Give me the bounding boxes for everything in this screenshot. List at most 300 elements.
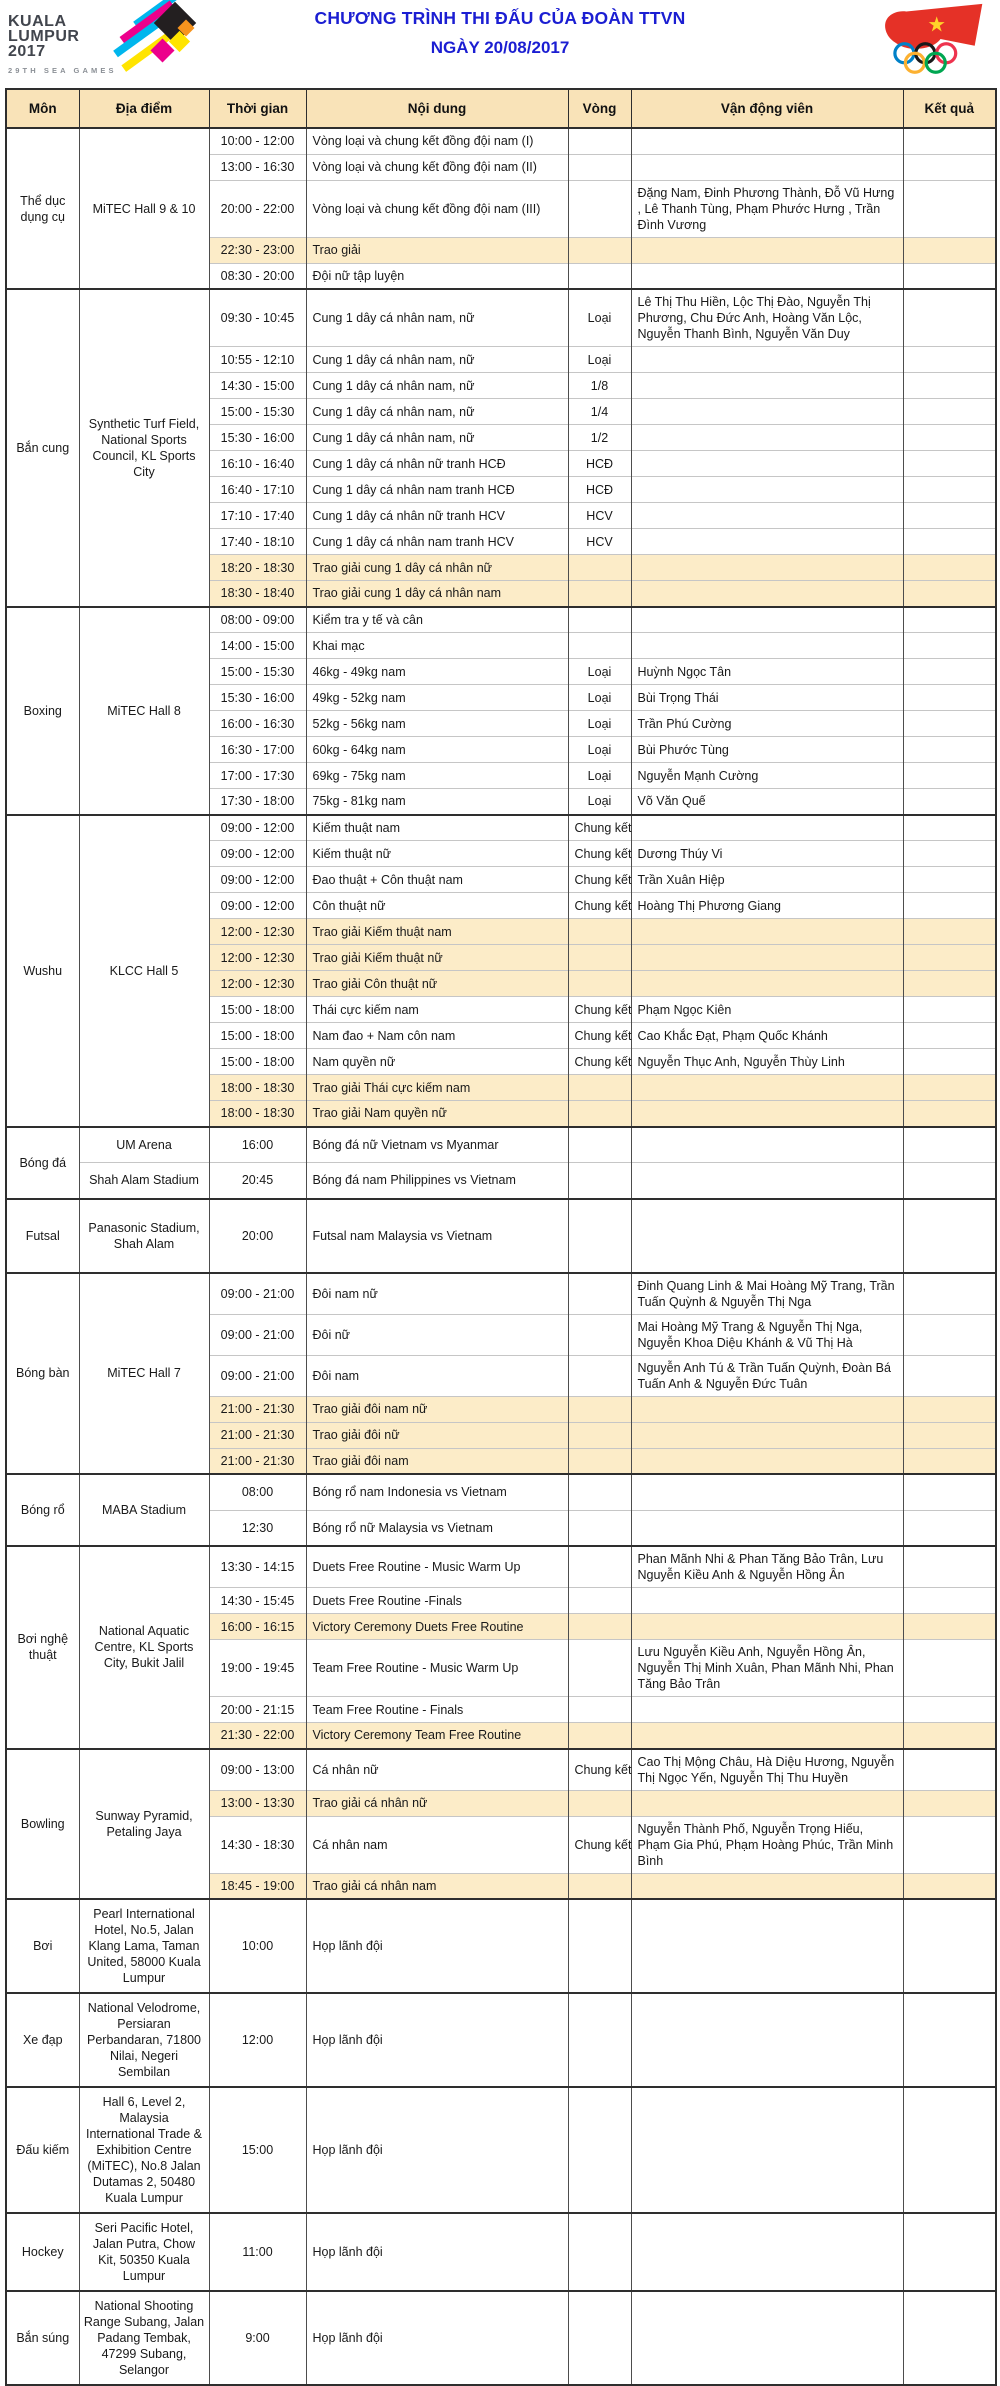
athletes-cell	[631, 919, 903, 945]
event-cell: Team Free Routine - Music Warm Up	[306, 1640, 568, 1697]
athletes-cell	[631, 1075, 903, 1101]
time-cell: 12:00 - 12:30	[209, 919, 306, 945]
round-cell: HCV	[568, 529, 631, 555]
round-cell: 1/8	[568, 373, 631, 399]
event-cell: Trao giải cá nhân nữ	[306, 1790, 568, 1816]
round-cell	[568, 633, 631, 659]
column-header-dia-diem: Địa điểm	[79, 89, 209, 128]
event-cell: Cung 1 dây cá nhân nữ tranh HCĐ	[306, 451, 568, 477]
round-cell	[568, 1640, 631, 1697]
round-cell	[568, 1273, 631, 1315]
event-cell: Team Free Routine - Finals	[306, 1697, 568, 1723]
event-cell: Nam quyền nữ	[306, 1049, 568, 1075]
athletes-cell	[631, 1448, 903, 1474]
athletes-cell	[631, 555, 903, 581]
event-cell: Họp lãnh đội	[306, 2213, 568, 2291]
athletes-cell: Phan Mãnh Nhi & Phan Tăng Bảo Trân, Lưu Nguyễn Kiều Anh & Nguyễn Hồng Ân	[631, 1546, 903, 1588]
result-cell	[903, 1510, 996, 1546]
athletes-cell	[631, 581, 903, 607]
time-cell: 09:00 - 12:00	[209, 867, 306, 893]
athletes-cell	[631, 1474, 903, 1510]
event-cell: Kiếm thuật nữ	[306, 841, 568, 867]
time-cell: 15:00 - 15:30	[209, 659, 306, 685]
column-header-vong: Vòng	[568, 89, 631, 128]
result-cell	[903, 289, 996, 347]
athletes-cell	[631, 1396, 903, 1422]
time-cell: 18:45 - 19:00	[209, 1873, 306, 1899]
event-cell: Trao giải đôi nam nữ	[306, 1396, 568, 1422]
event-cell: Cung 1 dây cá nhân nam, nữ	[306, 373, 568, 399]
athletes-cell: Cao Khắc Đạt, Phạm Quốc Khánh	[631, 1023, 903, 1049]
round-cell	[568, 1474, 631, 1510]
time-cell: 09:00 - 21:00	[209, 1314, 306, 1355]
event-cell: Đội nữ tập luyện	[306, 263, 568, 289]
result-cell	[903, 685, 996, 711]
schedule-row	[6, 289, 996, 347]
result-cell	[903, 2291, 996, 2385]
section-7	[6, 1474, 996, 1546]
time-cell: 16:30 - 17:00	[209, 737, 306, 763]
time-cell: 12:30	[209, 1510, 306, 1546]
result-cell	[903, 1899, 996, 1993]
event-cell: Côn thuật nữ	[306, 893, 568, 919]
result-cell	[903, 1546, 996, 1588]
schedule-row	[6, 1474, 996, 1510]
sport-cell: Bóng rổ	[6, 1474, 79, 1546]
result-cell	[903, 919, 996, 945]
athletes-cell	[631, 1510, 903, 1546]
result-cell	[903, 1101, 996, 1127]
event-cell: Vòng loại và chung kết đồng đội nam (I)	[306, 128, 568, 154]
sport-cell: Wushu	[6, 815, 79, 1127]
result-cell	[903, 1816, 996, 1873]
time-cell: 18:00 - 18:30	[209, 1101, 306, 1127]
event-cell: Trao giải cá nhân nam	[306, 1873, 568, 1899]
round-cell: Loại	[568, 711, 631, 737]
result-cell	[903, 399, 996, 425]
time-cell: 16:40 - 17:10	[209, 477, 306, 503]
column-header-mon: Môn	[6, 89, 79, 128]
result-cell	[903, 1422, 996, 1448]
event-cell: 69kg - 75kg nam	[306, 763, 568, 789]
round-cell	[568, 1075, 631, 1101]
event-cell: Đôi nam nữ	[306, 1273, 568, 1315]
schedule-main	[0, 88, 1000, 2386]
time-cell: 17:30 - 18:00	[209, 789, 306, 815]
result-cell	[903, 659, 996, 685]
athletes-cell: Nguyễn Thục Anh, Nguyễn Thùy Linh	[631, 1049, 903, 1075]
athletes-cell	[631, 1697, 903, 1723]
time-cell: 09:00 - 21:00	[209, 1273, 306, 1315]
venue-cell: Shah Alam Stadium	[79, 1163, 209, 1199]
round-cell: 1/4	[568, 399, 631, 425]
event-cell: Họp lãnh đội	[306, 1899, 568, 1993]
round-cell	[568, 555, 631, 581]
column-header-van-dong-vien: Vận động viên	[631, 89, 903, 128]
athletes-cell	[631, 945, 903, 971]
schedule-row	[6, 1899, 996, 1993]
kl2017-burst-icon	[110, 2, 196, 70]
time-cell: 19:00 - 19:45	[209, 1640, 306, 1697]
athletes-cell	[631, 607, 903, 633]
event-cell: Duets Free Routine - Music Warm Up	[306, 1546, 568, 1588]
round-cell: 1/2	[568, 425, 631, 451]
athletes-cell: Dương Thúy Vi	[631, 841, 903, 867]
time-cell: 12:00 - 12:30	[209, 945, 306, 971]
result-cell	[903, 1049, 996, 1075]
athletes-cell: Hoàng Thị Phương Giang	[631, 893, 903, 919]
time-cell: 16:00 - 16:15	[209, 1614, 306, 1640]
athletes-cell: Cao Thị Mộng Châu, Hà Diệu Hương, Nguyễn Thị Ngọc Yến, Nguyễn Thị Thu Huyền	[631, 1749, 903, 1791]
round-cell: Loại	[568, 737, 631, 763]
venue-cell: National Aquatic Centre, KL Sports City, Bukit Jalil	[79, 1546, 209, 1749]
venue-cell: Seri Pacific Hotel, Jalan Putra, Chow Kit, 50350 Kuala Lumpur	[79, 2213, 209, 2291]
athletes-cell	[631, 373, 903, 399]
vietnam-flag-olympic-rings-icon	[874, 2, 988, 78]
athletes-cell	[631, 971, 903, 997]
round-cell	[568, 1993, 631, 2087]
time-cell: 21:00 - 21:30	[209, 1448, 306, 1474]
round-cell: Chung kết	[568, 867, 631, 893]
time-cell: 17:00 - 17:30	[209, 763, 306, 789]
time-cell: 13:30 - 14:15	[209, 1546, 306, 1588]
event-cell: Thái cực kiếm nam	[306, 997, 568, 1023]
kl2017-sea-games-logo	[8, 2, 218, 82]
sport-cell: Thể dục dụng cụ	[6, 128, 79, 289]
page-date: NGÀY 20/08/2017	[430, 38, 570, 57]
round-cell: Chung kết	[568, 841, 631, 867]
athletes-cell	[631, 1790, 903, 1816]
schedule-row	[6, 128, 996, 154]
event-cell: Cung 1 dây cá nhân nam, nữ	[306, 425, 568, 451]
time-cell: 20:00 - 22:00	[209, 180, 306, 237]
time-cell: 13:00 - 13:30	[209, 1790, 306, 1816]
time-cell: 13:00 - 16:30	[209, 154, 306, 180]
athletes-cell: Nguyễn Thành Phố, Nguyễn Trọng Hiếu, Phạm Gia Phú, Phạm Hoàng Phúc, Trần Minh Bình	[631, 1816, 903, 1873]
athletes-cell	[631, 1127, 903, 1163]
round-cell	[568, 971, 631, 997]
event-cell: Nam đao + Nam côn nam	[306, 1023, 568, 1049]
athletes-cell	[631, 2291, 903, 2385]
svg-text:★: ★	[928, 14, 945, 35]
athletes-cell	[631, 1723, 903, 1749]
athletes-cell	[631, 529, 903, 555]
time-cell: 18:20 - 18:30	[209, 555, 306, 581]
round-cell: HCĐ	[568, 451, 631, 477]
sea-games-subtitle: 29TH SEA GAMES	[8, 66, 117, 75]
sport-cell: Bóng bàn	[6, 1273, 79, 1475]
athletes-cell	[631, 1614, 903, 1640]
round-cell	[568, 2291, 631, 2385]
athletes-cell: Võ Văn Quế	[631, 789, 903, 815]
vietnam-olympic-logo	[874, 2, 990, 82]
result-cell	[903, 555, 996, 581]
result-cell	[903, 1314, 996, 1355]
athletes-cell: Huỳnh Ngọc Tân	[631, 659, 903, 685]
venue-cell: MiTEC Hall 7	[79, 1273, 209, 1475]
result-cell	[903, 867, 996, 893]
section-5	[6, 1199, 996, 1273]
time-cell: 21:00 - 21:30	[209, 1396, 306, 1422]
schedule-row	[6, 2087, 996, 2213]
athletes-cell	[631, 399, 903, 425]
round-cell	[568, 1899, 631, 1993]
sport-cell: Futsal	[6, 1199, 79, 1273]
event-cell: Họp lãnh đội	[306, 2087, 568, 2213]
athletes-cell	[631, 633, 903, 659]
result-cell	[903, 263, 996, 289]
result-cell	[903, 763, 996, 789]
schedule-row	[6, 1163, 996, 1199]
event-cell: Cung 1 dây cá nhân nam, nữ	[306, 399, 568, 425]
event-cell: Trao giải đôi nữ	[306, 1422, 568, 1448]
round-cell: Chung kết	[568, 1049, 631, 1075]
time-cell: 16:10 - 16:40	[209, 451, 306, 477]
schedule-row	[6, 1993, 996, 2087]
round-cell	[568, 180, 631, 237]
result-cell	[903, 1723, 996, 1749]
athletes-cell: Phạm Ngọc Kiên	[631, 997, 903, 1023]
result-cell	[903, 1873, 996, 1899]
event-cell: Họp lãnh đội	[306, 1993, 568, 2087]
athletes-cell	[631, 1588, 903, 1614]
result-cell	[903, 1448, 996, 1474]
athletes-cell: Trần Xuân Hiệp	[631, 867, 903, 893]
round-cell	[568, 128, 631, 154]
event-cell: Duets Free Routine -Finals	[306, 1588, 568, 1614]
venue-cell: Hall 6, Level 2, Malaysia International Trade & Exhibition Centre (MiTEC), No.8 Jalan Dutamas 2, 50480 Kuala Lumpur	[79, 2087, 209, 2213]
result-cell	[903, 607, 996, 633]
round-cell	[568, 1314, 631, 1355]
time-cell: 18:00 - 18:30	[209, 1075, 306, 1101]
result-cell	[903, 237, 996, 263]
venue-cell: National Shooting Range Subang, Jalan Padang Tembak, 47299 Subang, Selangor	[79, 2291, 209, 2385]
athletes-cell	[631, 1163, 903, 1199]
section-12	[6, 2087, 996, 2213]
schedule-row	[6, 1199, 996, 1273]
result-cell	[903, 1163, 996, 1199]
athletes-cell: Lê Thị Thu Hiền, Lộc Thị Đào, Nguyễn Thị Phương, Chu Đức Anh, Hoàng Văn Lộc, Nguyễn Thanh Bình, Nguyễn Văn Duy	[631, 289, 903, 347]
round-cell: HCĐ	[568, 477, 631, 503]
result-cell	[903, 1474, 996, 1510]
kl2017-word1: KUALA	[8, 13, 67, 30]
event-cell: Futsal nam Malaysia vs Vietnam	[306, 1199, 568, 1273]
result-cell	[903, 2087, 996, 2213]
athletes-cell	[631, 503, 903, 529]
section-10	[6, 1899, 996, 1993]
athletes-cell	[631, 154, 903, 180]
athletes-cell	[631, 1199, 903, 1273]
venue-cell: KLCC Hall 5	[79, 815, 209, 1127]
result-cell	[903, 633, 996, 659]
sport-cell: Xe đạp	[6, 1993, 79, 2087]
athletes-cell	[631, 347, 903, 373]
time-cell: 10:00 - 12:00	[209, 128, 306, 154]
event-cell: 49kg - 52kg nam	[306, 685, 568, 711]
event-cell: Kiếm thuật nam	[306, 815, 568, 841]
venue-cell: National Velodrome, Persiaran Perbandaran, 71800 Nilai, Negeri Sembilan	[79, 1993, 209, 2087]
athletes-cell	[631, 815, 903, 841]
result-cell	[903, 1697, 996, 1723]
time-cell: 09:00 - 12:00	[209, 893, 306, 919]
athletes-cell: Nguyễn Anh Tú & Trần Tuấn Quỳnh, Đoàn Bá Tuấn Anh & Nguyễn Đức Tuân	[631, 1355, 903, 1396]
time-cell: 17:10 - 17:40	[209, 503, 306, 529]
venue-cell: UM Arena	[79, 1127, 209, 1163]
time-cell: 12:00	[209, 1993, 306, 2087]
round-cell: Loại	[568, 659, 631, 685]
time-cell: 15:00	[209, 2087, 306, 2213]
result-cell	[903, 581, 996, 607]
section-6	[6, 1273, 996, 1475]
event-cell: Cung 1 dây cá nhân nam tranh HCV	[306, 529, 568, 555]
athletes-cell: Đặng Nam, Đinh Phương Thành, Đỗ Vũ Hưng , Lê Thanh Tùng, Phạm Phước Hưng , Trần Đình Vương	[631, 180, 903, 237]
column-header-noi-dung: Nội dung	[306, 89, 568, 128]
column-header-thoi-gian: Thời gian	[209, 89, 306, 128]
round-cell	[568, 1614, 631, 1640]
time-cell: 09:30 - 10:45	[209, 289, 306, 347]
section-1	[6, 289, 996, 607]
sport-cell: Hockey	[6, 2213, 79, 2291]
time-cell: 20:00	[209, 1199, 306, 1273]
event-cell: Trao giải Thái cực kiếm nam	[306, 1075, 568, 1101]
result-cell	[903, 789, 996, 815]
section-13	[6, 2213, 996, 2291]
athletes-cell	[631, 2213, 903, 2291]
event-cell: Bóng rổ nữ Malaysia vs Vietnam	[306, 1510, 568, 1546]
athletes-cell	[631, 477, 903, 503]
time-cell: 10:00	[209, 1899, 306, 1993]
event-cell: 52kg - 56kg nam	[306, 711, 568, 737]
event-cell: Trao giải	[306, 237, 568, 263]
time-cell: 14:30 - 15:00	[209, 373, 306, 399]
event-cell: Họp lãnh đội	[306, 2291, 568, 2385]
result-cell	[903, 893, 996, 919]
time-cell: 09:00 - 12:00	[209, 841, 306, 867]
event-cell: Victory Ceremony Duets Free Routine	[306, 1614, 568, 1640]
event-cell: Vòng loại và chung kết đồng đội nam (III)	[306, 180, 568, 237]
sport-cell: Bóng đá	[6, 1127, 79, 1199]
round-cell	[568, 945, 631, 971]
round-cell	[568, 1510, 631, 1546]
event-cell: Vòng loại và chung kết đồng đội nam (II)	[306, 154, 568, 180]
time-cell: 09:00 - 13:00	[209, 1749, 306, 1791]
venue-cell: MiTEC Hall 8	[79, 607, 209, 815]
result-cell	[903, 1790, 996, 1816]
time-cell: 08:00 - 09:00	[209, 607, 306, 633]
time-cell: 14:30 - 18:30	[209, 1816, 306, 1873]
round-cell: Chung kết	[568, 1749, 631, 1791]
time-cell: 08:00	[209, 1474, 306, 1510]
kl2017-word3: 2017	[8, 43, 46, 60]
result-cell	[903, 1199, 996, 1273]
athletes-cell	[631, 451, 903, 477]
round-cell	[568, 919, 631, 945]
athletes-cell: Nguyễn Mạnh Cường	[631, 763, 903, 789]
venue-cell: Synthetic Turf Field, National Sports Council, KL Sports City	[79, 289, 209, 607]
round-cell: Loại	[568, 289, 631, 347]
event-cell: Trao giải Nam quyền nữ	[306, 1101, 568, 1127]
result-cell	[903, 425, 996, 451]
result-cell	[903, 1396, 996, 1422]
sport-cell: Bơi	[6, 1899, 79, 1993]
round-cell: Chung kết	[568, 997, 631, 1023]
schedule-row	[6, 2213, 996, 2291]
time-cell: 9:00	[209, 2291, 306, 2385]
round-cell	[568, 1697, 631, 1723]
section-0	[6, 128, 996, 289]
round-cell	[568, 263, 631, 289]
result-cell	[903, 711, 996, 737]
schedule-row	[6, 815, 996, 841]
time-cell: 21:30 - 22:00	[209, 1723, 306, 1749]
time-cell: 09:00 - 21:00	[209, 1355, 306, 1396]
section-2	[6, 607, 996, 815]
time-cell: 20:00 - 21:15	[209, 1697, 306, 1723]
event-cell: Bóng rổ nam Indonesia vs Vietnam	[306, 1474, 568, 1510]
event-cell: Cá nhân nữ	[306, 1749, 568, 1791]
time-cell: 20:45	[209, 1163, 306, 1199]
result-cell	[903, 1127, 996, 1163]
venue-cell: Sunway Pyramid, Petaling Jaya	[79, 1749, 209, 1900]
round-cell	[568, 581, 631, 607]
athletes-cell	[631, 2087, 903, 2213]
event-cell: Trao giải Kiếm thuật nữ	[306, 945, 568, 971]
section-14	[6, 2291, 996, 2385]
round-cell: Loại	[568, 685, 631, 711]
athletes-cell: Trần Phú Cường	[631, 711, 903, 737]
section-11	[6, 1993, 996, 2087]
section-4	[6, 1127, 996, 1199]
event-cell: Cung 1 dây cá nhân nam tranh HCĐ	[306, 477, 568, 503]
round-cell	[568, 607, 631, 633]
time-cell: 15:30 - 16:00	[209, 685, 306, 711]
result-cell	[903, 945, 996, 971]
round-cell	[568, 2087, 631, 2213]
result-cell	[903, 1749, 996, 1791]
section-3	[6, 815, 996, 1127]
result-cell	[903, 1614, 996, 1640]
result-cell	[903, 1273, 996, 1315]
event-cell: Cung 1 dây cá nhân nữ tranh HCV	[306, 503, 568, 529]
schedule-row	[6, 1546, 996, 1588]
time-cell: 12:00 - 12:30	[209, 971, 306, 997]
athletes-cell	[631, 1873, 903, 1899]
result-cell	[903, 971, 996, 997]
column-header-ket-qua: Kết quả	[903, 89, 996, 128]
result-cell	[903, 503, 996, 529]
schedule-row	[6, 1749, 996, 1791]
venue-cell: MABA Stadium	[79, 1474, 209, 1546]
athletes-cell: Bùi Trọng Thái	[631, 685, 903, 711]
event-cell: Trao giải cung 1 dây cá nhân nữ	[306, 555, 568, 581]
section-8	[6, 1546, 996, 1749]
round-cell: Loại	[568, 347, 631, 373]
round-cell	[568, 1422, 631, 1448]
event-cell: 46kg - 49kg nam	[306, 659, 568, 685]
section-9	[6, 1749, 996, 1900]
athletes-cell: Lưu Nguyễn Kiều Anh, Nguyễn Hồng Ân, Nguyễn Thị Minh Xuân, Phan Mãnh Nhi, Phan Tăng Bảo Trân	[631, 1640, 903, 1697]
result-cell	[903, 841, 996, 867]
time-cell: 17:40 - 18:10	[209, 529, 306, 555]
result-cell	[903, 128, 996, 154]
result-cell	[903, 1075, 996, 1101]
event-cell: Trao giải Côn thuật nữ	[306, 971, 568, 997]
result-cell	[903, 347, 996, 373]
venue-cell: Pearl International Hotel, No.5, Jalan Klang Lama, Taman United, 58000 Kuala Lumpur	[79, 1899, 209, 1993]
athletes-cell: Mai Hoàng Mỹ Trang & Nguyễn Thị Nga, Nguyễn Khoa Diệu Khánh & Vũ Thị Hà	[631, 1314, 903, 1355]
time-cell: 15:00 - 18:00	[209, 1023, 306, 1049]
venue-cell: Panasonic Stadium, Shah Alam	[79, 1199, 209, 1273]
